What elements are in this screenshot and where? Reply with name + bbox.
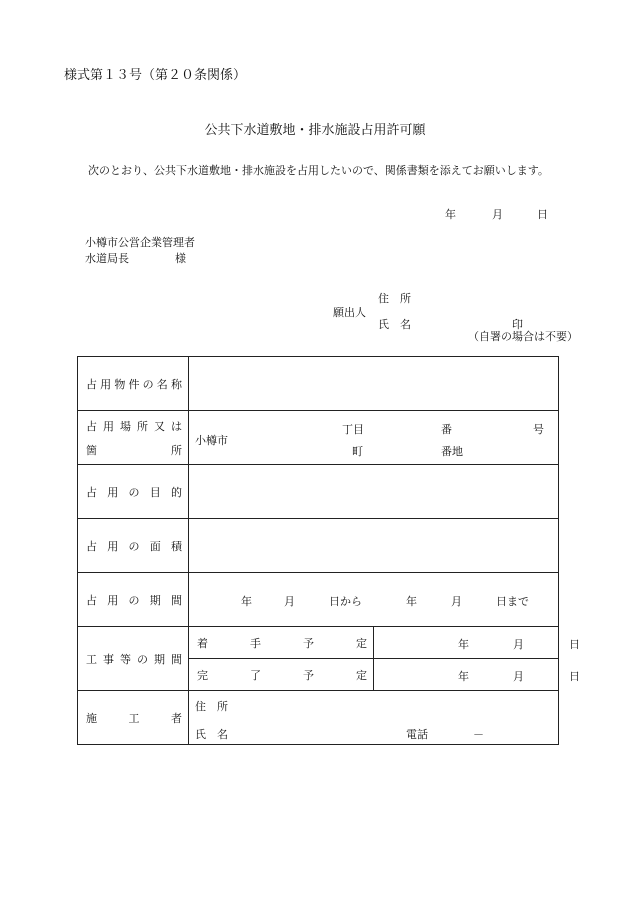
label-char: 占	[86, 593, 97, 607]
location-field[interactable]	[189, 411, 559, 465]
label-char: 占	[86, 539, 97, 553]
applicant-name-label: 氏 名	[378, 318, 411, 331]
label-char: の	[128, 485, 140, 499]
label-char: 施	[86, 711, 97, 725]
label-char: 者	[171, 711, 182, 725]
row-area	[78, 519, 559, 573]
contractor-field[interactable]	[189, 691, 559, 745]
row-contractor	[78, 691, 559, 745]
contractor-address-label: 住 所	[195, 700, 228, 713]
label-char: 場	[120, 419, 131, 433]
label-area	[78, 538, 188, 554]
purpose-field[interactable]	[189, 465, 559, 519]
location-banchi: 番地	[441, 445, 463, 458]
location-go: 号	[533, 423, 544, 436]
location-city: 小樽市	[195, 434, 228, 447]
label-char: 間	[171, 593, 182, 607]
label-char: 等	[120, 652, 131, 666]
label-char: の	[142, 377, 154, 391]
end-date-field[interactable]	[374, 659, 580, 691]
label-char: 用	[100, 377, 112, 391]
label-char: 期	[154, 652, 165, 666]
label-period	[78, 592, 188, 608]
date-day-label: 日	[537, 208, 548, 221]
label-char: 予	[303, 636, 314, 650]
period-field[interactable]	[189, 573, 559, 627]
period-month2: 月	[451, 595, 462, 608]
applicant-label: 願出人	[333, 306, 366, 319]
label-char: 称	[170, 377, 182, 391]
date-year-label: 年	[445, 208, 456, 221]
label-char: 予	[303, 668, 314, 682]
end-month: 月	[513, 670, 524, 683]
label-char: は	[171, 419, 182, 433]
label-property-name	[78, 376, 188, 392]
label-contractor	[78, 710, 188, 726]
label-char: 間	[171, 652, 182, 666]
contractor-phone-dash: －	[473, 728, 484, 741]
label-char: 事	[103, 652, 114, 666]
label-char: の	[128, 539, 140, 553]
location-ban: 番	[441, 423, 452, 436]
label-char: の	[137, 652, 148, 666]
label-char: 又	[154, 419, 165, 433]
label-char: の	[128, 593, 140, 607]
label-char: 的	[171, 485, 182, 499]
period-year2: 年	[406, 595, 417, 608]
application-table	[77, 356, 580, 745]
end-day: 日	[569, 670, 580, 683]
label-purpose	[78, 484, 188, 500]
label-char: 件	[128, 377, 140, 391]
label-location-line2	[78, 442, 188, 458]
label-char: 所	[171, 443, 182, 457]
label-char: 了	[250, 668, 261, 682]
label-char: 手	[250, 636, 261, 650]
label-char: 工	[86, 652, 97, 666]
period-year1: 年	[241, 595, 252, 608]
addressee-name: 水道局長	[85, 252, 129, 265]
label-char: 占	[86, 485, 97, 499]
row-construction-start	[78, 627, 559, 659]
contractor-name-label: 氏 名	[195, 728, 228, 741]
label-char: 用	[107, 593, 119, 607]
end-year: 年	[458, 670, 469, 683]
date-month-label: 月	[492, 208, 503, 221]
label-char: 用	[103, 419, 114, 433]
signature-note: （自署の場合は不要）	[468, 330, 578, 343]
label-char: 占	[86, 419, 97, 433]
location-cho: 町	[352, 445, 363, 458]
label-location-line1	[78, 418, 188, 434]
label-char: 物	[114, 377, 126, 391]
period-day-from: 日から	[329, 595, 362, 608]
label-char: 期	[149, 593, 161, 607]
start-date-field[interactable]	[374, 627, 580, 659]
label-end-planned	[189, 667, 373, 683]
label-char: 積	[171, 539, 182, 553]
area-field[interactable]	[189, 519, 559, 573]
start-year: 年	[458, 638, 469, 651]
form-number: 様式第１３号（第２０条関係）	[64, 68, 247, 83]
label-char: 占	[86, 377, 97, 391]
addressee-line1: 小樽市公営企業管理者	[85, 236, 195, 249]
location-chome: 丁目	[342, 423, 364, 436]
period-day-until: 日まで	[496, 595, 529, 608]
label-char: 着	[197, 636, 208, 650]
addressee-honorific: 様	[175, 252, 186, 265]
label-char: 所	[137, 419, 148, 433]
seal-mark: 印	[512, 318, 523, 331]
label-char: 工	[128, 711, 140, 725]
row-period	[78, 573, 559, 627]
label-start-planned	[189, 635, 373, 651]
label-char: 用	[107, 539, 119, 553]
page-title: 公共下水道敷地・排水施設占用許可願	[204, 123, 426, 138]
applicant-address-label: 住 所	[378, 292, 411, 305]
start-day: 日	[569, 638, 580, 651]
contractor-phone-label: 電話	[406, 728, 428, 741]
label-construction-period	[78, 651, 188, 667]
period-month1: 月	[284, 595, 295, 608]
intro-text: 次のとおり、公共下水道敷地・排水施設を占用したいので、関係書類を添えてお願いします。	[88, 164, 549, 177]
row-location	[78, 411, 559, 465]
start-month: 月	[513, 638, 524, 651]
label-char: 完	[197, 668, 208, 682]
label-char: 面	[149, 539, 161, 553]
label-char: 目	[149, 485, 161, 499]
label-char: 定	[356, 668, 367, 682]
row-property-name	[78, 357, 559, 411]
row-purpose	[78, 465, 559, 519]
label-char: 用	[107, 485, 119, 499]
label-char: 箇	[86, 443, 97, 457]
label-char: 名	[156, 377, 168, 391]
label-char: 定	[356, 636, 367, 650]
property-name-field[interactable]	[189, 357, 559, 411]
